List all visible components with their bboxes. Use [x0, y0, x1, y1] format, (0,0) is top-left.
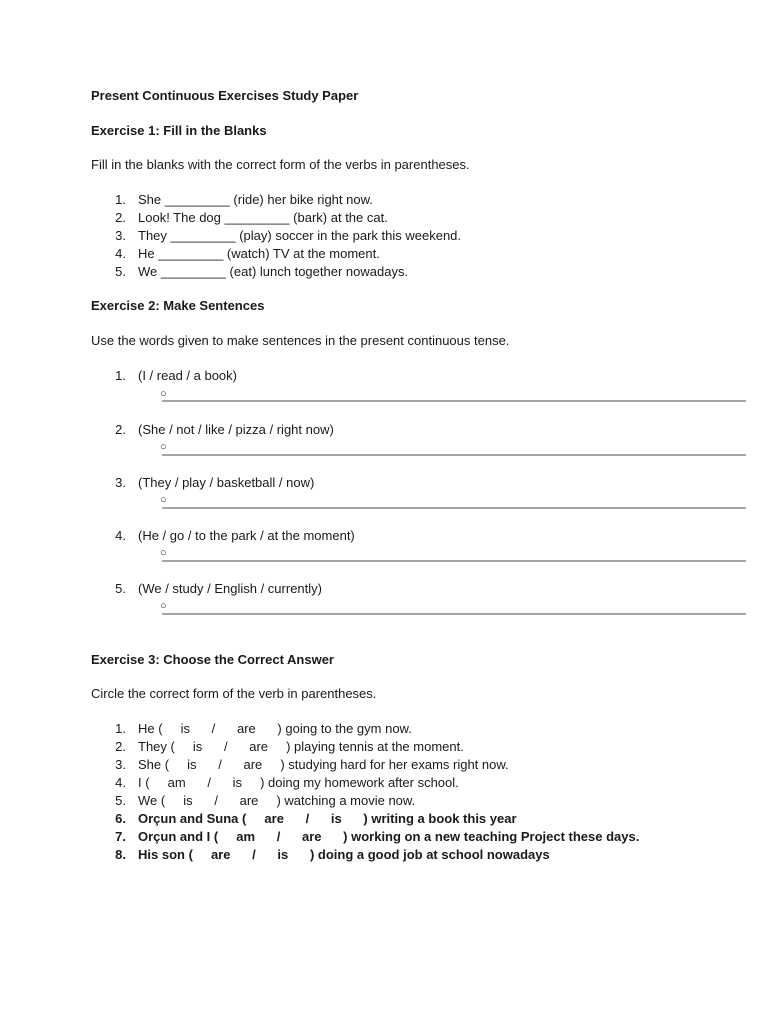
sentence-prompt: (I / read / a book)	[138, 368, 237, 383]
item-number: 8.	[115, 847, 126, 862]
item-number: 6.	[115, 811, 126, 826]
item-number: 4.	[115, 246, 126, 261]
item-number: 4.	[115, 775, 126, 790]
exercise-3-heading: Exercise 3: Choose the Correct Answer	[91, 652, 334, 667]
sentence-prompt: (He / go / to the park / at the moment)	[138, 528, 355, 543]
bullet-icon: ○	[160, 441, 167, 453]
page-title: Present Continuous Exercises Study Paper	[91, 88, 359, 103]
exercise-1-heading: Exercise 1: Fill in the Blanks	[91, 123, 267, 138]
fill-blank-item: Look! The dog _________ (bark) at the cat.	[138, 210, 388, 225]
item-number: 5.	[115, 581, 126, 596]
item-number: 4.	[115, 528, 126, 543]
item-number: 5.	[115, 793, 126, 808]
choice-item: He ( is / are ) going to the gym now.	[138, 721, 412, 736]
item-number: 2.	[115, 422, 126, 437]
bullet-icon: ○	[160, 600, 167, 612]
exercise-2-instruction: Use the words given to make sentences in the present continuous tense.	[91, 333, 510, 348]
item-number: 2.	[115, 739, 126, 754]
exercise-1-instruction: Fill in the blanks with the correct form of the verbs in parentheses.	[91, 157, 470, 172]
answer-line	[162, 560, 746, 562]
choice-item: Orçun and Suna ( are / is ) writing a book this year	[138, 811, 517, 826]
fill-blank-item: He _________ (watch) TV at the moment.	[138, 246, 380, 261]
item-number: 5.	[115, 264, 126, 279]
fill-blank-item: They _________ (play) soccer in the park this weekend.	[138, 228, 462, 243]
answer-line	[162, 400, 746, 402]
bullet-icon: ○	[160, 547, 167, 559]
item-number: 7.	[115, 829, 126, 844]
answer-line	[162, 613, 746, 615]
bullet-icon: ○	[160, 494, 167, 506]
answer-line	[162, 454, 746, 456]
item-number: 3.	[115, 475, 126, 490]
choice-item: His son ( are / is ) doing a good job at school nowadays	[138, 847, 550, 862]
item-number: 1.	[115, 192, 126, 207]
choice-item: Orçun and I ( am / are ) working on a new teaching Project these days.	[138, 829, 640, 844]
choice-item: We ( is / are ) watching a movie now.	[138, 793, 416, 808]
item-number: 3.	[115, 228, 126, 243]
sentence-prompt: (They / play / basketball / now)	[138, 475, 315, 490]
choice-item: She ( is / are ) studying hard for her exams right now.	[138, 757, 509, 772]
sentence-prompt: (She / not / like / pizza / right now)	[138, 422, 334, 437]
item-number: 1.	[115, 721, 126, 736]
choice-item: They ( is / are ) playing tennis at the moment.	[138, 739, 464, 754]
item-number: 2.	[115, 210, 126, 225]
fill-blank-item: We _________ (eat) lunch together nowadays.	[138, 264, 409, 279]
item-number: 3.	[115, 757, 126, 772]
item-number: 1.	[115, 368, 126, 383]
answer-line	[162, 507, 746, 509]
sentence-prompt: (We / study / English / currently)	[138, 581, 322, 596]
exercise-2-heading: Exercise 2: Make Sentences	[91, 298, 265, 313]
fill-blank-item: She _________ (ride) her bike right now.	[138, 192, 373, 207]
bullet-icon: ○	[160, 388, 167, 400]
exercise-3-instruction: Circle the correct form of the verb in parentheses.	[91, 686, 377, 701]
choice-item: I ( am / is ) doing my homework after school.	[138, 775, 459, 790]
